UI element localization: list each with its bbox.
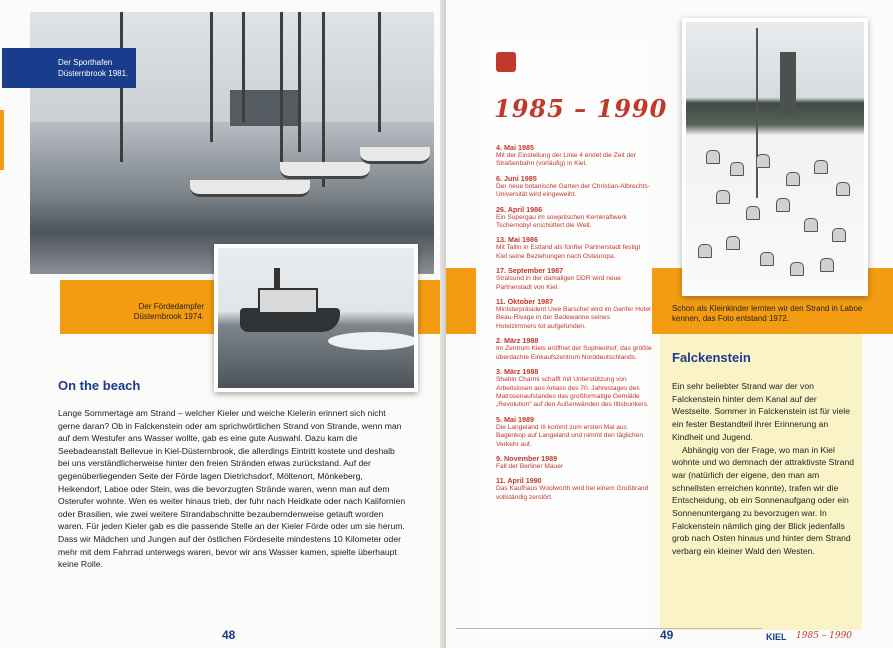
beach-photo-laboe — [682, 18, 868, 296]
paragraph: Abhängig von der Frage, wo man in Kiel wohnte und wo demnach der attraktivste Strand war (natürlich der eigene, den man am schnellsten erreichen konnte), trafen wir die Entscheidung, ob ein Sonnenaufgang oder ein Sonnenuntergang zu bevorzugen war. In Falckenstein nämlich ging der Blick jedenfalls grob nach Osten hinaus und hinter dem Strand verbarg ein kleiner Wald den Westen. — [672, 444, 855, 557]
timeline-event — [496, 143, 652, 169]
page-number-right: 49 — [660, 628, 674, 642]
timeline-event — [496, 235, 652, 261]
timeline-event — [496, 205, 652, 231]
timeline-list — [496, 143, 652, 507]
caption-line: Düsternbrook 1981. — [58, 69, 129, 78]
event-date: 4. Mai 1985 — [496, 143, 534, 152]
timeline-event — [496, 266, 652, 292]
footer-brand: KIEL — [766, 632, 787, 642]
photo-caption-harbor — [2, 48, 136, 88]
timeline-event — [496, 476, 652, 502]
event-text: Das Kaufhaus Woolworth wird bei einem Großbrand vollständig zerstört. — [496, 485, 649, 501]
event-text: Mit der Einstellung der Linie 4 endet die Zeit der Straßenbahn (vorläufig) in Kiel. — [496, 152, 637, 168]
caption-line: Der Sporthafen — [58, 58, 113, 67]
caption-line: Der Fördedampfer — [138, 302, 204, 311]
section-heading-beach: On the beach — [58, 378, 141, 393]
photo-caption-beach: Schon als Kleinkinder lernten wir den Strand in Laboe kennen, das Foto entstand 1972. — [672, 304, 863, 323]
left-page — [0, 0, 444, 648]
timeline-event — [496, 297, 652, 331]
event-date: 2. März 1988 — [496, 336, 539, 346]
footer-years: 1985 – 1990 — [796, 631, 853, 641]
event-text: Fall der Berliner Mauer — [496, 462, 564, 470]
event-date: 11. Oktober 1987 — [496, 297, 554, 307]
timeline-heading: 1985 – 1990 — [494, 94, 668, 123]
event-text: Der neue botanische Garten der Christian-Albrechts-Universität wird eingeweiht. — [496, 182, 650, 199]
event-text: Ministerpräsident Uwe Barschel wird im Genfer Hotel Beau-Rivage in der Badewanne seines Hotelzimmers tot aufgefunden. — [496, 306, 651, 330]
orange-edge-accent — [0, 110, 4, 170]
event-text: Stralsund in der damaligen DDR wird neue Partnerstadt von Kiel. — [496, 275, 621, 291]
event-text: Die Langeland III kommt zum ersten Mal aus Bagenkop auf Langeland und nimmt den täglichen Verkehr auf. — [496, 423, 644, 448]
event-text: Ein Supergau im sowjetischen Kernkraftwerk Tschernobyl erschüttert die Welt. — [496, 213, 627, 230]
timeline-event — [496, 454, 652, 471]
section-heading-falckenstein: Falckenstein — [672, 350, 751, 365]
timeline-event — [496, 174, 652, 200]
timeline-event — [496, 367, 652, 410]
page-number-left: 48 — [222, 628, 236, 642]
event-date: 3. März 1988 — [496, 367, 539, 377]
timeline-event — [496, 336, 652, 362]
paragraph: Ein sehr beliebter Strand war der von Falckenstein hinter dem Kanal auf der Westseite. Sommer in Falckenstein ist für viele ein fester Bestandteil ihrer Erinnerung an Kindheit und Jugend. — [672, 381, 850, 442]
event-text: Mit Tallin in Estland als fünfter Partnerstadt festigt Kiel seine Beziehungen nach Osteuropa. — [496, 244, 641, 260]
ferry-photo — [214, 244, 418, 392]
caption-line: Düsternbrook 1974. — [133, 312, 204, 321]
photo-caption-ferry — [100, 302, 204, 322]
orange-band-right-edge — [446, 268, 476, 334]
timeline-event — [496, 415, 652, 449]
event-date: 6. Juni 1985 — [496, 173, 537, 183]
body-text-falckenstein — [672, 380, 854, 558]
event-text: Shahin Charmi schafft mit Unterstützung von Arbeitslosen aus Anlass des 70. Jahrestages des Matrosenaufstandes das großformatige Gemälde „Revolution“ auf den Außenwänden des Iltisbunkers. — [496, 376, 649, 409]
body-text-beach: Lange Sommertage am Strand – welcher Kieler und weiche Kielerin erinnert sich nicht gerne daran? Ob in Falckenstein oder am sprichwörtlichen Strand von Strande, wenn man auf dem Westufer ans Wasser wollte, gab es eine gute Auswahl. Dazu kam die Seebadeanstalt Bellevue in Kiel-Düsternbrook, die allerdings Eintritt kostete und deshalb bei uns verständlicherweise hinter den freien Stränden etwas zurückstand. Auf der gegenüberliegenden Seite der Förde lagen Dietrichsdorf, Möltenort, Mönkeberg, Heikendorf, Laboe oder Stein, was die bevorzugten Strände waren, wenn man auf dem Osterufer wohnte. Wen es weiter hinaus trieb, der fuhr nach Heidkate oder nach Kalifornien oder Brasilien, wie zwei weitere Strandabschnitte bezauberndenweise getauft worden waren. Für jeden Kieler gab es die passende Stelle an der Kieler Förde oder um sie herum. Dass wir Mädchen und Jungen auf der östlichen Fördeseite mindestens 10 Kilometer oder mehr mit dem Fahrrad unterwegs waren, bevor wir ans Wasser kamen, spielte überhaupt keine Rolle. — [58, 408, 406, 570]
event-date: 13. Mai 1986 — [496, 235, 538, 245]
red-square-marker — [496, 52, 516, 72]
event-date: 9. November 1989 — [496, 453, 558, 463]
event-date: 11. April 1990 — [496, 476, 542, 486]
footer-divider — [456, 628, 762, 629]
event-text: Im Zentrum Kiels eröffnet der Sophienhof, das größte überdachte Einkaufszentrum Norddeutschlands. — [496, 345, 652, 361]
event-date: 17. September 1987 — [496, 266, 564, 276]
event-date: 5. Mai 1989 — [496, 414, 534, 424]
event-date: 26. April 1986 — [496, 204, 543, 214]
